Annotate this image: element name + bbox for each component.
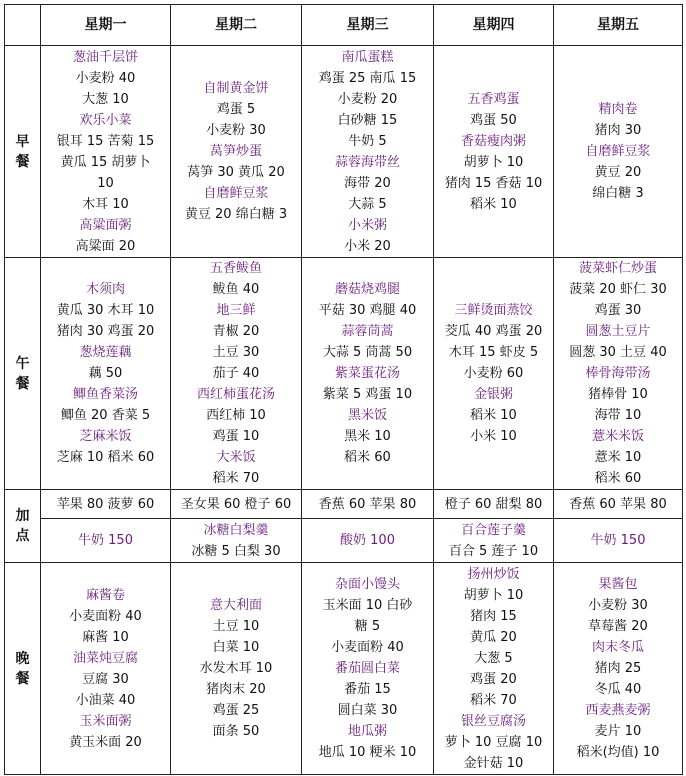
snack-drink-row <box>5 519 683 563</box>
cell-lunch-monday <box>41 258 171 490</box>
ingredient-line: 莴笋 30 黄瓜 20 <box>187 165 285 180</box>
dish-name: 冰糖白梨羹 <box>203 522 269 538</box>
ingredient-line: 小麦粉 30 <box>588 598 648 613</box>
dish-name: 黑米饭 <box>347 408 387 423</box>
dish-name: 葱油千层饼 <box>72 49 138 65</box>
ingredient-line: 薏米 10 <box>594 450 642 465</box>
dish-name: 紫菜蛋花汤 <box>334 366 400 381</box>
ingredient-line: 高粱面 20 <box>75 238 136 254</box>
dish-name: 大米饭 <box>216 450 256 465</box>
meal-label-dinner <box>5 563 41 775</box>
dish-name: 莴笋炒蛋 <box>209 144 262 159</box>
ingredient-line: 水发木耳 10 <box>199 661 273 676</box>
ingredient-line: 猪肉 30 鸡蛋 20 <box>56 324 155 339</box>
ingredient-line: 小麦面粉 40 <box>331 640 404 655</box>
dish-name: 自磨鲜豆浆 <box>203 186 269 201</box>
dish-name: 银丝豆腐汤 <box>460 713 526 729</box>
snack-fruit-thursday: 橙子 60 甜梨 80 <box>434 490 554 519</box>
dish-name: 葱烧莲藕 <box>79 345 132 360</box>
ingredient-line: 芝麻 10 稻米 60 <box>56 450 155 465</box>
cell-dinner-friday <box>554 563 683 775</box>
ingredient-line: 面条 50 <box>212 724 260 739</box>
ingredient-line: 木耳 15 虾皮 5 <box>448 345 539 360</box>
meal-label-char: 早 <box>15 133 30 150</box>
dish-name: 薏米米饭 <box>591 429 644 444</box>
ingredient-line: 白菜 10 <box>212 640 260 655</box>
dish-name: 肉末冬瓜 <box>591 640 644 655</box>
dish-name: 蒜蓉海带丝 <box>334 154 400 170</box>
day-header-wednesday: 星期三 <box>302 5 434 46</box>
cell-lunch-friday <box>554 258 683 490</box>
ingredient-line: 鸡蛋 50 <box>470 112 517 128</box>
ingredient-line: 牛奶 5 <box>348 133 387 149</box>
lunch-row <box>5 258 683 490</box>
dish-name: 西红柿蛋花汤 <box>196 387 275 402</box>
ingredient-line: 大蒜 5 茼蒿 50 <box>322 345 413 360</box>
corner-cell <box>5 5 41 46</box>
cell-dinner-monday <box>41 563 171 775</box>
dish-name: 芝麻米饭 <box>79 429 132 444</box>
ingredient-line: 黄玉米面 20 <box>69 734 142 750</box>
meal-label-char: 餐 <box>15 375 30 392</box>
ingredient-line: 银耳 15 苦菊 15 <box>56 133 155 149</box>
dish-name: 木须肉 <box>85 282 125 297</box>
dish-name: 菠菜虾仁炒蛋 <box>578 261 657 276</box>
ingredient-line: 稻米(均值) 10 <box>576 745 660 760</box>
meal-label-char: 晚 <box>15 650 30 667</box>
dish-name: 自磨鲜豆浆 <box>585 144 651 159</box>
ingredient-line: 小米 20 <box>344 238 391 254</box>
cell-breakfast-wednesday <box>302 46 434 258</box>
cell-breakfast-friday <box>554 46 683 258</box>
dish-name: 自制黄金饼 <box>203 81 269 96</box>
ingredient-line: 猪肉 30 <box>594 123 642 138</box>
ingredient-line: 小麦粉 30 <box>206 123 266 138</box>
ingredient-line: 菠菜 20 虾仁 30 <box>569 282 667 297</box>
ingredient-line: 茭瓜 40 鸡蛋 20 <box>444 324 543 339</box>
dish-name: 精肉卷 <box>598 102 638 117</box>
ingredient-line: 稻米 60 <box>344 450 391 465</box>
cell-breakfast-tuesday <box>171 46 302 258</box>
dish-name: 香菇瘦肉粥 <box>460 133 526 149</box>
ingredient-line: 鸡蛋 30 <box>594 303 642 318</box>
ingredient-line: 青椒 20 <box>212 324 260 339</box>
ingredient-line: 小麦粉 40 <box>75 70 136 86</box>
day-header-tuesday: 星期二 <box>171 5 302 46</box>
cell-dinner-tuesday <box>171 563 302 775</box>
meal-label-snack <box>5 490 41 563</box>
ingredient-line: 小米 10 <box>470 429 517 444</box>
snack-drink-friday <box>554 519 683 563</box>
dish-name: 玉米面粥 <box>79 713 132 729</box>
dish-name: 果酱包 <box>598 577 638 592</box>
ingredient-line: 稻米 10 <box>470 408 517 423</box>
ingredient-line: 藕 50 <box>88 366 123 381</box>
snack-drink-monday <box>41 519 171 563</box>
ingredient-line: 木耳 10 <box>82 196 129 212</box>
dish-name: 圆葱土豆片 <box>585 324 651 339</box>
header-row <box>5 5 683 46</box>
dish-name: 百合莲子羹 <box>460 522 526 538</box>
ingredient-line: 小油菜 40 <box>75 692 136 708</box>
dish-name: 扬州炒饭 <box>467 566 520 582</box>
ingredient-line: 豆腐 30 <box>82 671 129 687</box>
cell-breakfast-thursday <box>434 46 554 258</box>
ingredient-line: 白砂糖 15 <box>337 112 398 128</box>
dish-name: 麻酱卷 <box>85 587 125 603</box>
ingredient-line: 地瓜 10 粳米 10 <box>318 745 417 760</box>
snack-drink-wednesday <box>302 519 434 563</box>
snack-fruit-wednesday: 香蕉 60 苹果 80 <box>302 490 434 519</box>
snack-fruit-friday: 香蕉 60 苹果 80 <box>554 490 683 519</box>
dish-name: 番茄圆白菜 <box>334 661 400 676</box>
meal-label-char: 加 <box>15 508 30 524</box>
cell-dinner-thursday <box>434 563 554 775</box>
dish-name: 南瓜蛋糕 <box>341 49 394 65</box>
ingredient-line: 大葱 10 <box>82 91 129 107</box>
ingredient-line: 猪肉 15 香菇 10 <box>444 175 543 191</box>
ingredient-line: 糖 5 <box>354 619 381 634</box>
ingredient-line: 胡萝卜 10 <box>463 587 524 603</box>
day-header-friday: 星期五 <box>554 5 683 46</box>
dish-name: 金银粥 <box>473 387 513 402</box>
dish-name: 欢乐小菜 <box>79 112 132 128</box>
ingredient-line: 圆白菜 30 <box>337 703 398 718</box>
ingredient-line: 猪肉末 20 <box>206 682 266 697</box>
ingredient-line: 鲫鱼 20 香菜 5 <box>60 408 151 423</box>
ingredient-line: 10 <box>97 175 114 191</box>
ingredient-line: 小麦粉 20 <box>337 91 398 107</box>
dish-name: 鲫鱼香菜汤 <box>72 387 138 402</box>
snack-fruit-tuesday: 圣女果 60 橙子 60 <box>171 490 302 519</box>
snack-drink-tuesday <box>171 519 302 563</box>
dish-name: 牛奶 150 <box>590 533 646 548</box>
dish-name: 酸奶 100 <box>340 533 395 548</box>
dish-name: 西麦燕麦粥 <box>585 703 651 718</box>
ingredient-line: 黄瓜 30 木耳 10 <box>56 303 155 318</box>
ingredient-line: 黄瓜 15 胡萝卜 <box>60 154 151 170</box>
snack-fruit-monday: 苹果 80 菠萝 60 <box>41 490 171 519</box>
dish-name: 蒜蓉茼蒿 <box>341 324 394 339</box>
dish-name: 油菜炖豆腐 <box>72 650 138 666</box>
cell-lunch-thursday <box>434 258 554 490</box>
ingredient-line: 黄瓜 20 <box>470 629 517 645</box>
ingredient-line: 麻酱 10 <box>82 629 129 645</box>
cell-dinner-wednesday <box>302 563 434 775</box>
ingredient-line: 胡萝卜 10 <box>463 154 524 170</box>
ingredient-line: 鸡蛋 5 <box>216 102 256 117</box>
ingredient-line: 西红柿 10 <box>206 408 266 423</box>
ingredient-line: 土豆 30 <box>212 345 260 360</box>
ingredient-line: 猪肉 25 <box>594 661 642 676</box>
ingredient-line: 鸡蛋 10 <box>212 429 260 444</box>
ingredient-line: 圆葱 30 土豆 40 <box>569 345 667 360</box>
dish-name: 棒骨海带汤 <box>585 366 651 381</box>
cell-lunch-wednesday <box>302 258 434 490</box>
ingredient-line: 冬瓜 40 <box>594 682 642 697</box>
ingredient-line: 黄豆 20 <box>594 165 642 180</box>
ingredient-line: 绵白糖 3 <box>592 186 644 201</box>
ingredient-line: 大蒜 5 <box>348 196 387 212</box>
dish-name: 三鲜烫面蒸饺 <box>454 303 533 318</box>
ingredient-line: 土豆 10 <box>212 619 260 634</box>
dish-name: 高粱面粥 <box>79 217 132 233</box>
ingredient-line: 玉米面 10 白砂 <box>322 598 413 613</box>
ingredient-line: 小麦粉 60 <box>463 366 524 381</box>
ingredient-line: 小麦面粉 40 <box>69 608 142 624</box>
ingredient-line: 金针菇 10 <box>463 755 524 771</box>
dish-name: 牛奶 150 <box>78 533 133 548</box>
snack-drink-thursday <box>434 519 554 563</box>
breakfast-row <box>5 46 683 258</box>
meal-label-lunch <box>5 258 41 490</box>
ingredient-line: 番茄 15 <box>344 682 391 697</box>
day-header-thursday: 星期四 <box>434 5 554 46</box>
dinner-row <box>5 563 683 775</box>
ingredient-line: 草莓酱 20 <box>588 619 648 634</box>
ingredient-line: 稻米 60 <box>594 471 642 486</box>
day-header-monday: 星期一 <box>41 5 171 46</box>
cell-lunch-tuesday <box>171 258 302 490</box>
meal-label-char: 餐 <box>15 153 30 170</box>
ingredient-line: 黄豆 20 绵白糖 3 <box>184 207 288 222</box>
dish-name: 蘑菇烧鸡腿 <box>334 282 400 297</box>
ingredient-line: 鸡蛋 25 <box>212 703 260 718</box>
weekly-menu-table <box>4 4 683 775</box>
dish-name: 五香鲅鱼 <box>209 261 262 276</box>
snack-fruit-row <box>5 490 683 519</box>
dish-name: 地瓜粥 <box>347 724 387 739</box>
cell-breakfast-monday <box>41 46 171 258</box>
ingredient-line: 猪肉 15 <box>470 608 517 624</box>
ingredient-line: 海带 20 <box>344 175 391 191</box>
meal-label-char: 点 <box>15 528 30 544</box>
meal-label-char: 餐 <box>15 670 30 687</box>
ingredient-line: 稻米 70 <box>212 471 260 486</box>
ingredient-line: 海带 10 <box>594 408 642 423</box>
ingredient-line: 茄子 40 <box>212 366 260 381</box>
meal-label-char: 午 <box>15 355 30 372</box>
ingredient-line: 鲅鱼 40 <box>212 282 260 297</box>
ingredient-line: 大葱 5 <box>474 650 513 666</box>
dish-name: 小米粥 <box>347 217 387 233</box>
ingredient-line: 稻米 70 <box>470 692 517 708</box>
ingredient-line: 平菇 30 鸡腿 40 <box>318 303 417 318</box>
ingredient-line: 鸡蛋 20 <box>470 671 517 687</box>
ingredient-line: 黑米 10 <box>344 429 391 444</box>
dish-name: 意大利面 <box>209 598 262 613</box>
dish-name: 五香鸡蛋 <box>467 91 520 107</box>
ingredient-line: 冰糖 5 白梨 30 <box>191 543 281 559</box>
ingredient-line: 稻米 10 <box>470 196 517 212</box>
ingredient-line: 猪棒骨 10 <box>588 387 648 402</box>
dish-name: 杂面小馒头 <box>334 577 400 592</box>
ingredient-line: 鸡蛋 25 南瓜 15 <box>318 70 417 86</box>
ingredient-line: 紫菜 5 鸡蛋 10 <box>322 387 413 402</box>
ingredient-line: 百合 5 莲子 10 <box>448 543 539 559</box>
ingredient-line: 萝卜 10 豆腐 10 <box>444 734 543 750</box>
dish-name: 地三鲜 <box>216 303 256 318</box>
meal-label-breakfast <box>5 46 41 258</box>
ingredient-line: 麦片 10 <box>594 724 642 739</box>
